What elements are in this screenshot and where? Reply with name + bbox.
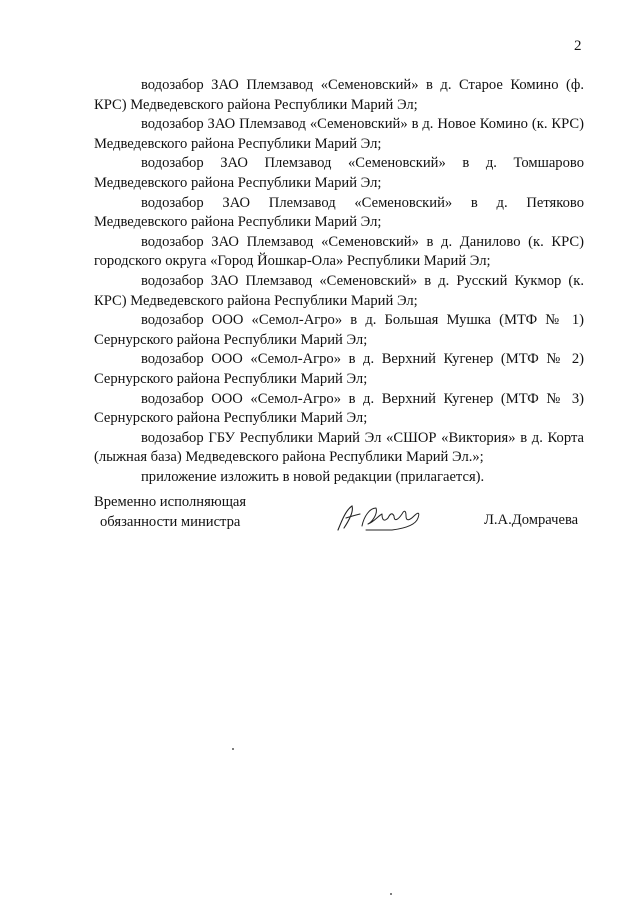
document-body (94, 76, 584, 487)
paragraph-water-intake: водозабор ООО «Семол-Агро» в д. Верхний Кугенер (МТФ № 2) Сернурского района Республики Марий Эл; (94, 351, 584, 387)
signer-position-line1: Временно исполняющая (94, 494, 247, 510)
paragraph-water-intake: водозабор ГБУ Республики Марий Эл «СШОР «Виктория» в д. Корта (лыжная база) Медведевского района Республики Марий Эл.»; (94, 429, 584, 466)
page-number: 2 (574, 38, 582, 54)
signer-position (94, 493, 246, 532)
scan-speck (390, 893, 392, 895)
paragraph-water-intake: водозабор ЗАО Племзавод «Семеновский» в д. Старое Комино (ф. КРС) Медведевского района Республики Марий Эл; (94, 77, 584, 113)
handwritten-signature (332, 500, 424, 534)
paragraph-water-intake: водозабор ЗАО Племзавод «Семеновский» в д. Новое Комино (к. КРС) Медведевского района Республики Марий Эл; (94, 116, 584, 152)
paragraph-water-intake: водозабор ООО «Семол-Агро» в д. Большая Мушка (МТФ № 1) Сернурского района Республики Марий Эл; (94, 312, 584, 348)
scan-speck (232, 748, 234, 750)
paragraph-water-intake: водозабор ЗАО Племзавод «Семеновский» в д. Русский Кукмор (к. КРС) Медведевского района Республики Марий Эл; (94, 272, 584, 309)
paragraph-water-intake: водозабор ЗАО Племзавод «Семеновский» в д. Петяково Медведевского района Республики Марий Эл; (94, 194, 584, 231)
paragraph-water-intake: водозабор ЗАО Племзавод «Семеновский» в д. Томшарово Медведевского района Республики Марий Эл; (94, 155, 584, 191)
paragraph-water-intake: водозабор ООО «Семол-Агро» в д. Верхний Кугенер (МТФ № 3) Сернурского района Республики Марий Эл; (94, 390, 584, 427)
signer-position-line2: обязанности министра (100, 513, 241, 530)
paragraph-appendix-note: приложение изложить в новой редакции (прилагается). (141, 468, 485, 485)
signer-name: Л.А.Домрачева (484, 512, 579, 528)
paragraph-water-intake: водозабор ЗАО Племзавод «Семеновский» в д. Данилово (к. КРС) городского округа «Город Йошкар-Ола» Республики Марий Эл; (94, 233, 584, 270)
